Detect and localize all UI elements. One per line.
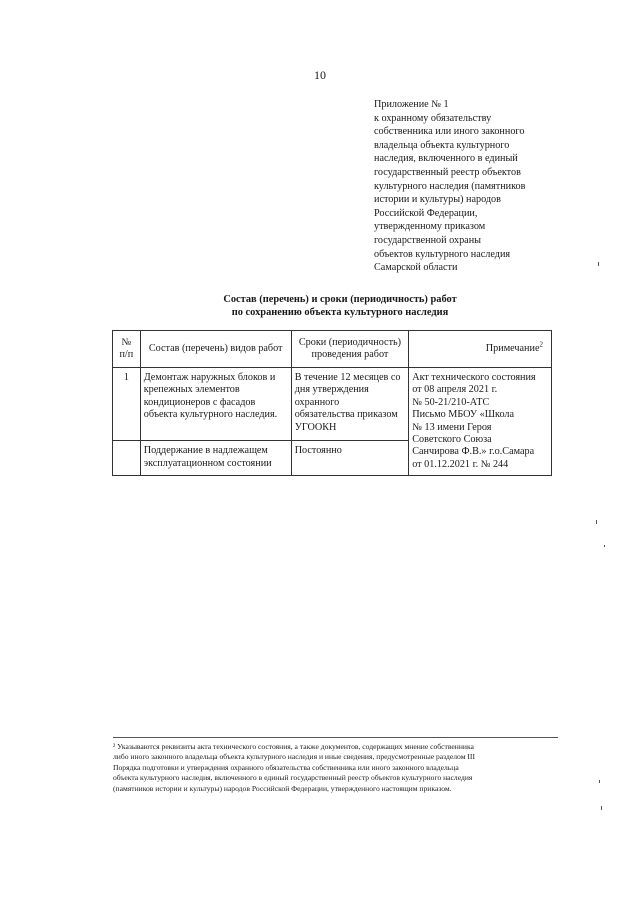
header-note	[409, 331, 552, 368]
cell-line: Поддержание в надлежащем	[143, 445, 268, 457]
cell-line: обязательства приказом	[294, 409, 398, 421]
table-header-row	[113, 331, 552, 368]
table-row	[113, 368, 552, 441]
header-number	[113, 331, 141, 368]
header-terms-line: Сроки (периодичность)	[298, 336, 402, 348]
cell-line: В течение 12 месяцев со	[294, 372, 401, 383]
appendix-line: истории и культуры) народов	[374, 194, 501, 206]
cell-line: от 01.12.2021 г. № 244	[412, 458, 509, 470]
works-table	[112, 330, 552, 476]
appendix-line: владельца объекта культурного	[374, 139, 510, 151]
appendix-line: Приложение № 1	[374, 99, 449, 110]
cell-line: Санчирова Ф.В.» г.о.Самара	[412, 446, 535, 458]
footnote-line: объекта культурного наследия, включенного в единый государственный реестр объектов культурного наследия	[113, 773, 473, 783]
cell-line: Письмо МБОУ «Школа	[412, 409, 515, 421]
cell-line: Акт технического состояния	[412, 372, 536, 383]
appendix-line: собственника или иного законного	[374, 126, 525, 138]
appendix-line: объектов культурного наследия	[374, 248, 511, 260]
row-number	[113, 441, 141, 476]
appendix-line: наследия, включенного в единый	[374, 153, 518, 165]
footnote-line: (памятников истории и культуры) народов Российской Федерации, утвержденного настоящим приказом.	[113, 783, 452, 793]
scan-speck	[601, 806, 602, 810]
row-composition	[140, 368, 291, 441]
appendix-line: утвержденному приказом	[374, 221, 486, 233]
appendix-line: государственный реестр объектов	[374, 166, 521, 178]
header-composition: Состав (перечень) видов работ	[140, 331, 291, 368]
appendix-line: Самарской области	[374, 262, 458, 274]
appendix-line: государственной охраны	[374, 234, 481, 246]
scan-speck	[604, 545, 605, 547]
header-terms	[291, 331, 409, 368]
appendix-line: Российской Федерации,	[374, 207, 478, 219]
row-composition	[140, 441, 291, 476]
scan-speck	[596, 520, 597, 524]
document-heading	[140, 293, 540, 319]
cell-line: кондиционеров с фасадов	[143, 396, 256, 408]
cell-line: № 50-21/210-АТС	[412, 396, 490, 408]
cell-line: от 08 апреля 2021 г.	[412, 384, 498, 396]
cell-line: дня утверждения	[294, 384, 369, 396]
scan-speck	[599, 780, 600, 783]
row-terms	[291, 368, 409, 441]
header-number-line: №	[121, 336, 132, 348]
cell-line: эксплуатационном состоянии	[143, 457, 272, 469]
heading-line: по сохранению объекта культурного наследия	[231, 307, 449, 318]
row-number: 1	[113, 368, 141, 441]
scan-speck	[598, 262, 599, 266]
cell-line: крепежных элементов	[143, 384, 240, 396]
cell-line: Советского Союза	[412, 434, 492, 446]
appendix-block	[374, 98, 574, 275]
appendix-line: культурного наследия (памятников	[374, 180, 526, 192]
cell-line: Демонтаж наружных блоков и	[143, 372, 276, 383]
page-number: 10	[314, 68, 326, 82]
cell-line: охранного	[294, 396, 340, 408]
footnote-ref: 2	[539, 340, 543, 349]
footnote-divider	[113, 737, 558, 738]
cell-line: УГООКН	[294, 421, 337, 433]
footnote	[113, 742, 558, 794]
row-terms	[291, 441, 409, 476]
header-note-label: Примечание	[485, 342, 540, 354]
cell-line: Постоянно	[294, 445, 342, 457]
header-number-line: п/п	[119, 349, 134, 360]
appendix-line: к охранному обязательству	[374, 112, 492, 124]
footnote-line: ² Указываются реквизиты акта технического состояния, а также документов, содержащих мнение собственника	[113, 742, 474, 751]
header-terms-line: проведения работ	[311, 349, 389, 360]
footnote-line: Порядка подготовки и утверждения охранного обязательства собственника или иного законного владельца	[113, 762, 459, 772]
cell-line: объекта культурного наследия.	[143, 409, 278, 421]
cell-line: № 13 имени Героя	[412, 421, 492, 433]
row-note	[409, 368, 552, 476]
heading-line: Состав (перечень) и сроки (периодичность) работ	[223, 294, 457, 305]
footnote-line: либо иного законного владельца объекта культурного наследия и иные сведения, предусмотренные разделом III	[113, 752, 475, 762]
